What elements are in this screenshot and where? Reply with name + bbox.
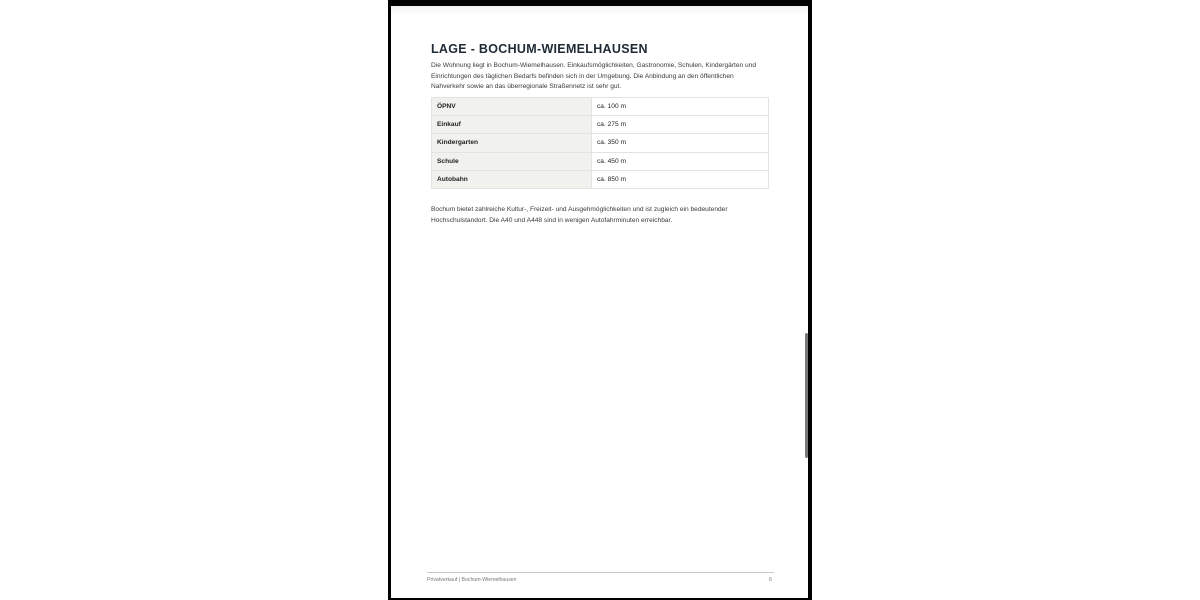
vertical-scrollbar[interactable] (805, 333, 808, 458)
distance-value: ca. 850 m (592, 170, 769, 188)
distance-label: ÖPNV (432, 98, 592, 116)
distance-label: Einkauf (432, 116, 592, 134)
table-row (432, 134, 769, 152)
distance-value: ca. 275 m (592, 116, 769, 134)
table-row (432, 98, 769, 116)
distance-value: ca. 450 m (592, 152, 769, 170)
table-row (432, 170, 769, 188)
distance-label: Kindergarten (432, 134, 592, 152)
distance-value: ca. 350 m (592, 134, 769, 152)
distance-table (431, 97, 769, 189)
table-row (432, 116, 769, 134)
distance-label: Schule (432, 152, 592, 170)
footer-text: Privatverkauf | Bochum-Wiemelhausen (427, 577, 517, 583)
document-page (391, 6, 808, 598)
distance-label: Autobahn (432, 170, 592, 188)
document-viewer (388, 0, 812, 600)
distance-value: ca. 100 m (592, 98, 769, 116)
page-title: LAGE - BOCHUM-WIEMELHAUSEN (431, 42, 648, 56)
page-top-edge (391, 6, 808, 16)
table-row (432, 152, 769, 170)
intro-paragraph: Die Wohnung liegt in Bochum-Wiemelhausen. Einkaufsmöglichkeiten, Gastronomie, Schulen, Kindergärten und Einrichtungen des täglichen Bedarfs befinden sich in der Umgebung. Die Anbindung an den öffentlichen Nahverkehr sowie an das überregionale Straßennetz ist sehr gut. (431, 62, 756, 90)
closing-paragraph: Bochum bietet zahlreiche Kultur-, Freizeit- und Ausgehmöglichkeiten und ist zugleich ein bedeutender Hochschulstandort. Die A40 und A448 sind in wenigen Autofahrminuten erreichbar. (431, 206, 728, 224)
page-number: 6 (769, 577, 772, 583)
footer-divider (427, 572, 774, 573)
